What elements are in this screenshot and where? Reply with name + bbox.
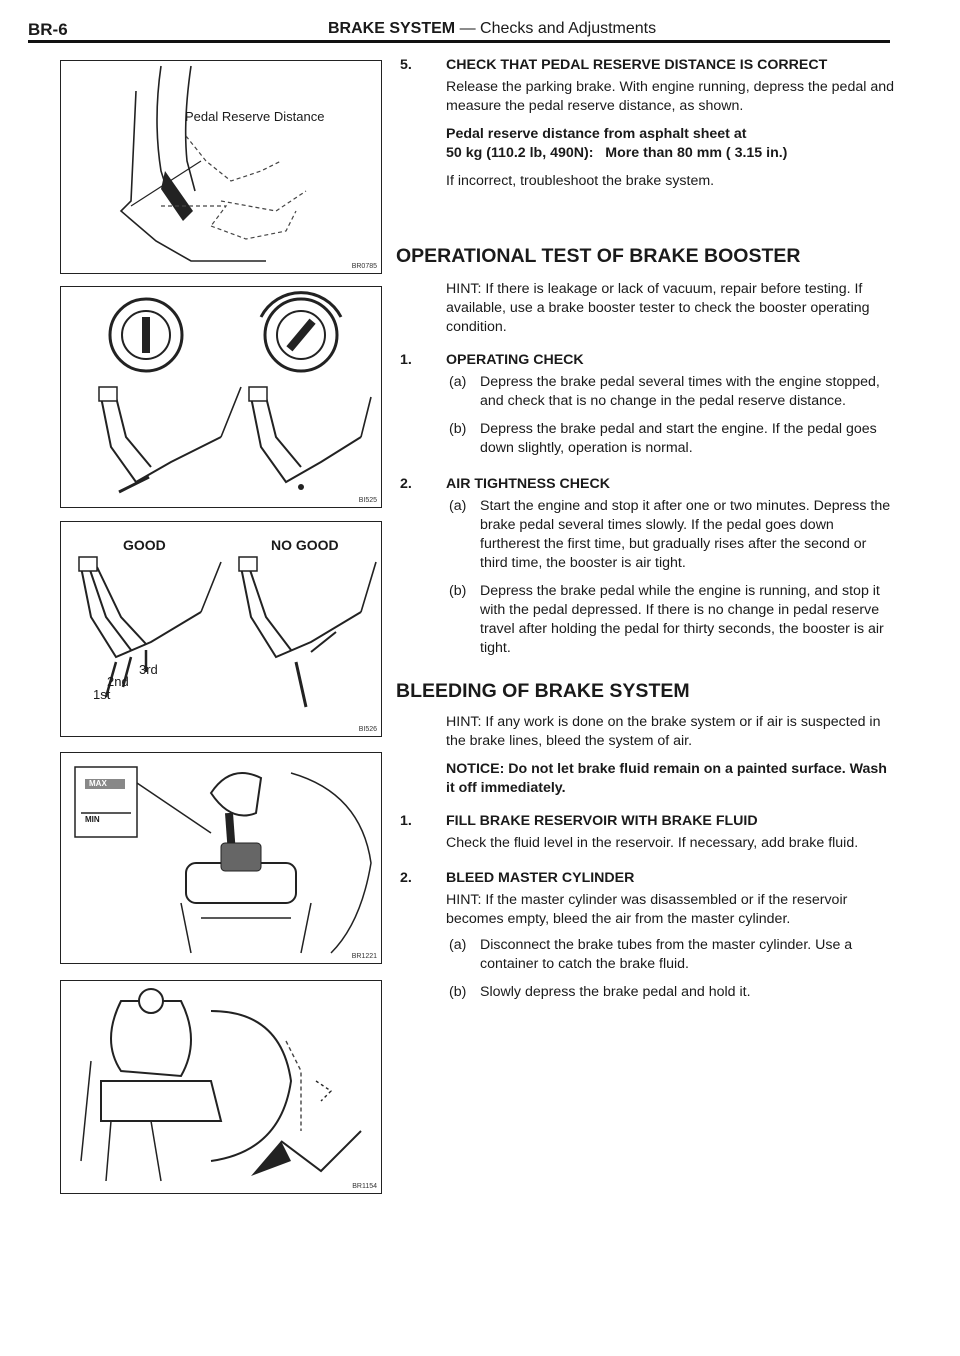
step-text: Release the parking brake. With engine running, depress the pedal and measure the pedal reserve distance, as shown. [446,79,894,114]
substep [396,983,896,1002]
substep-text: Depress the brake pedal and start the engine. If the pedal goes down slightly, operation is normal. [480,421,877,456]
booster-step-2 [396,475,896,494]
text-column [396,56,896,1002]
step-title: BLEED MASTER CYLINDER [446,870,635,886]
substep-text: Slowly depress the brake pedal and hold it. [480,984,751,1000]
figure-master-cylinder [60,980,382,1194]
figure-code: BI525 [358,497,377,504]
max-label: MAX [89,779,107,788]
figure-reservoir [60,752,382,964]
substep [396,420,896,458]
step-title: OPERATING CHECK [446,352,584,368]
step-number: 5. [400,57,412,73]
figure-air-tightness [60,521,382,737]
figure-pedal-reserve [60,60,382,274]
section-heading-booster: OPERATIONAL TEST OF BRAKE BOOSTER [396,245,801,267]
step-5 [396,56,896,191]
figure-code: BI526 [358,726,377,733]
figure-code: BR1221 [351,953,377,960]
substep [396,497,896,573]
no-good-label: NO GOOD [271,537,339,553]
step-number: 1. [400,352,412,368]
notice-text: NOTICE: Do not let brake fluid remain on a painted surface. Wash it off immediately. [446,761,887,796]
header-section: BRAKE SYSTEM [328,20,456,37]
header-subsection: — Checks and Adjustments [459,20,657,37]
second-label: 2nd [107,674,129,689]
substep-text: Depress the brake pedal while the engine is running, and stop it with the pedal depressed. If there is no change in pedal reserve travel after holding the pedal for thirty seconds, the booster is air tight. [480,583,884,656]
substep-label: (b) [449,984,467,1000]
step-title: CHECK THAT PEDAL RESERVE DISTANCE IS CORRECT [446,57,828,73]
ignition-switch-icon [110,299,182,371]
min-label: MIN [85,815,100,824]
figure-code: BR1154 [352,1183,377,1190]
substep-text: Start the engine and stop it after one or two minutes. Depress the brake pedal several times slowly. If the pedal goes down furtherest the first time, but gradually rises after the second or third time, the booster is air tight. [480,498,891,571]
header-title [328,20,656,38]
master-cylinder-illustration [61,981,381,1193]
pedal-reserve-label: Pedal Reserve Distance [185,109,325,124]
step-title: FILL BRAKE RESERVOIR WITH BRAKE FLUID [446,813,758,829]
step-text: If incorrect, troubleshoot the brake system. [446,173,715,189]
bleeding-step-1 [396,812,896,853]
step-number: 1. [400,813,412,829]
ignition-pedal-illustration [61,287,381,507]
substep-label: (a) [449,498,467,514]
pedal-reserve-illustration [61,61,381,273]
substep-label: (a) [449,937,467,953]
step-number: 2. [400,870,412,886]
good-label: GOOD [123,537,166,553]
substep-label: (b) [449,583,467,599]
step-text: Check the fluid level in the reservoir. If necessary, add brake fluid. [446,835,859,851]
spec-line-1: Pedal reserve distance from asphalt sheet at [446,126,747,142]
hint-text: HINT: If the master cylinder was disassembled or if the reservoir becomes empty, bleed the air from the master cylinder. [446,892,848,927]
substep [396,582,896,658]
substep-label: (a) [449,374,467,390]
page-header [28,20,890,40]
hint-text: HINT: If any work is done on the brake system or if air is suspected in the brake lines, bleed the system of air. [446,714,881,749]
substep-text: Depress the brake pedal several times with the engine stopped, and check that is no change in the pedal reserve distance. [480,374,880,409]
step-number: 2. [400,476,412,492]
header-rule [28,40,890,43]
spec-line-2: 50 kg (110.2 lb, 490N): More than 80 mm ( 3.15 in.) [446,145,788,161]
substep-text: Disconnect the brake tubes from the master cylinder. Use a container to catch the brake fluid. [480,937,853,972]
bleeding-step-2 [396,869,896,929]
figure-operating-check [60,286,382,508]
figure-code: BR0785 [351,263,377,270]
substep [396,373,896,411]
page-number: BR-6 [28,20,68,39]
hint-text: HINT: If there is leakage or lack of vacuum, repair before testing. If available, use a brake booster tester to check the booster operating condition. [446,281,870,335]
substep-label: (b) [449,421,467,437]
ignition-switch-icon [261,293,341,371]
good-nogood-illustration [61,522,381,736]
substep [396,936,896,974]
third-label: 3rd [139,662,158,677]
step-title: AIR TIGHTNESS CHECK [446,476,610,492]
reservoir-fill-illustration [61,753,381,963]
booster-step-1 [396,351,896,370]
section-heading-bleeding: BLEEDING OF BRAKE SYSTEM [396,680,690,702]
first-label: 1st [93,687,111,702]
